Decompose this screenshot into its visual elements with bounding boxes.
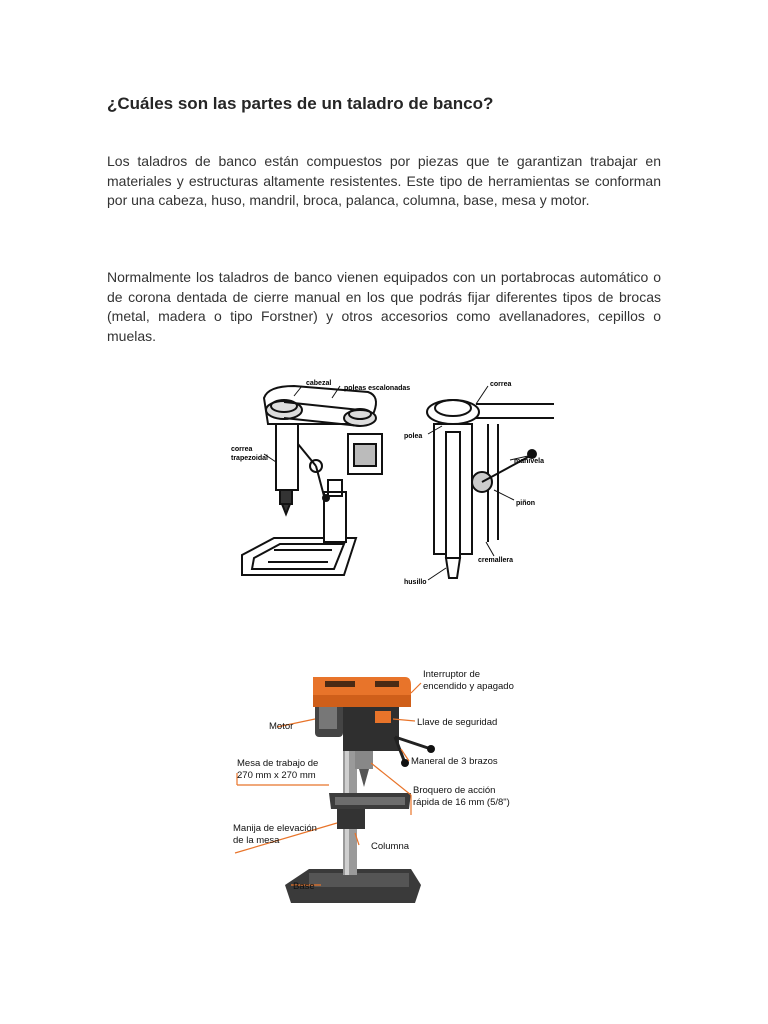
label-mesa-2: 270 mm x 270 mm — [237, 770, 316, 781]
label-correa-1: correa — [231, 446, 253, 453]
page-title: ¿Cuáles son las partes de un taladro de banco? — [107, 94, 494, 113]
label-pinon: piñon — [516, 500, 536, 507]
paragraph-1: Los taladros de banco están compuestos por piezas que te garantizan trabajar en materiales y estructuras altamente resistentes. Este tipo de herramientas se conforman por una cabeza, huso, mandril, broca, palanca, columna, base, mesa y motor. — [107, 153, 661, 208]
label-columna: Columna — [371, 841, 410, 852]
label-husillo: husillo — [404, 579, 427, 586]
label-manija-2: de la mesa — [233, 835, 280, 846]
label-motor: Motor — [269, 721, 294, 732]
label-correa: correa — [490, 381, 512, 388]
label-base: Base — [293, 881, 315, 892]
label-llave: Llave de seguridad — [417, 717, 498, 728]
label-broquero-1: Broquero de acción — [413, 785, 496, 796]
label-cremallera: cremallera — [478, 557, 514, 564]
label-interruptor-2: encendido y apagado — [423, 681, 514, 692]
label-maneral: Maneral de 3 brazos — [411, 756, 498, 767]
label-broquero-2: rápida de 16 mm (5/8") — [413, 797, 510, 808]
drill-press-diagram — [228, 372, 558, 590]
label-poleas: poleas escalonadas — [344, 385, 411, 392]
label-polea: polea — [404, 433, 423, 440]
label-interruptor-1: Interruptor de — [423, 669, 481, 680]
label-manivela: manivela — [514, 458, 544, 465]
drill-press-photo — [225, 663, 535, 911]
label-cabezal: cabezal — [306, 380, 332, 387]
paragraph-2: Normalmente los taladros de banco vienen equipados con un portabrocas automático o de corona dentada de cierre manual en los que podrás fijar diferentes tipos de brocas (metal, madera o tipo Forstner) y otros accesorios como avellanadores, cepillos o muelas. — [107, 269, 661, 344]
label-manija-1: Manija de elevación — [233, 823, 317, 834]
label-mesa-1: Mesa de trabajo de — [237, 758, 319, 769]
label-correa-2: trapezoidal — [231, 455, 268, 462]
